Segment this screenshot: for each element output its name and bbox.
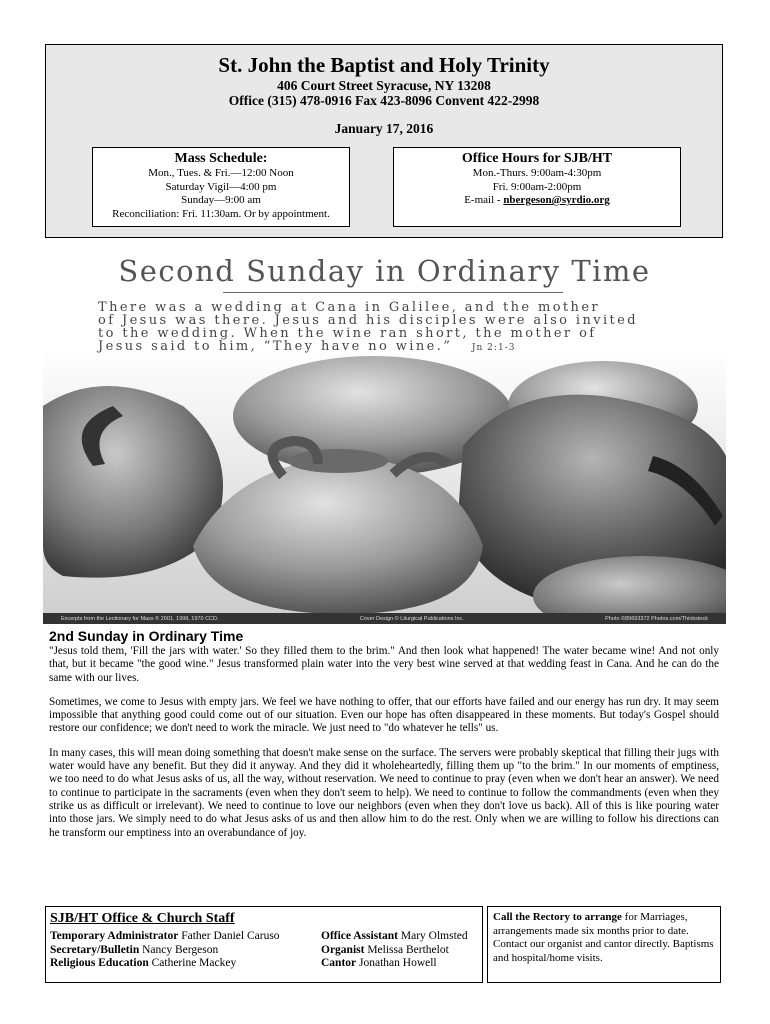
staff-entry <box>321 944 481 958</box>
article-paragraph: In many cases, this will mean doing something that doesn't make sense on the surface. The servers were probably skeptical that filling their jugs with water would have any benefit. But they did it anyway. And they did it wholeheartedly, filling them up "to the brim." In our moments of emptiness, we too need to do what Jesus asks of us, all the way, without reservation. We need to continue to pray (even when we don't hear an answer). We need to continue to participate in the sacraments (even when they don't seem to help). We need to continue to follow the commandments (even when they strike us as difficult or irrelevant). We need to continue to love our neighbors (even when they don't love us back). All of this is like pouring water into those jars. We simply need to do what Jesus asks of us and then allow him to do the rest. Only when we are willing to follow his directions can he transform our emptiness into an overabundance of joy. <box>49 746 719 839</box>
rectory-text: for Marriages, arrangements made six months prior to date. Contact our organist and cantor directly. Baptisms and hospital/home visits. <box>493 911 714 964</box>
mass-line: Mon., Tues. & Fri.—12:00 Noon <box>148 167 294 179</box>
mass-schedule-box <box>92 147 350 227</box>
article-heading: 2nd Sunday in Ordinary Time <box>49 628 244 644</box>
staff-person: Mary Olmsted <box>397 930 468 942</box>
verse-line: to the wedding. When the wine ran short, the mother of <box>98 326 597 341</box>
office-hours-line: Mon.-Thurs. 9:00am-4:30pm <box>472 167 602 179</box>
staff-entry <box>321 957 481 971</box>
verse-line: There was a wedding at Cana in Galilee, and the mother <box>98 300 601 315</box>
staff-entry <box>321 930 481 944</box>
staff-person: Father Daniel Caruso <box>178 930 280 942</box>
office-hours-title: Office Hours for SJB/HT <box>461 151 613 166</box>
rectory-lead: Call the Rectory to arrange <box>493 911 622 923</box>
email-label: E-mail - <box>464 194 504 206</box>
verse-line: of Jesus was there. Jesus and his disciples were also invited <box>98 313 638 328</box>
mass-line: Reconciliation: Fri. 11:30am. Or by appointment. <box>112 207 330 220</box>
parish-header <box>45 44 723 238</box>
cover-image <box>43 246 726 624</box>
verse-line: Jesus said to him, “They have no wine.” <box>98 339 453 354</box>
credit-photo: Photo ©89693372 Photos.com/Thinkstock <box>605 615 708 622</box>
staff-column-left <box>50 930 312 971</box>
staff-entry <box>50 957 312 971</box>
water-jars-illustration <box>43 346 726 614</box>
staff-entry <box>50 930 312 944</box>
parish-address: 406 Court Street Syracuse, NY 13208 <box>277 78 491 93</box>
staff-role: Temporary Administrator <box>50 930 179 942</box>
office-email-line <box>394 194 680 208</box>
cover-title: Second Sunday in Ordinary Time <box>118 254 651 288</box>
staff-entry <box>50 944 312 958</box>
parish-phones: Office (315) 478-0916 Fax 423-8096 Convent 422-2998 <box>228 93 540 108</box>
staff-role: Organist <box>321 943 365 956</box>
reflection-article <box>49 628 719 851</box>
staff-role: Cantor <box>321 957 357 969</box>
staff-title: SJB/HT Office & Church Staff <box>50 911 235 926</box>
office-hours-box <box>393 147 681 227</box>
staff-person: Nancy Bergeson <box>139 943 219 956</box>
parish-name: St. John the Baptist and Holy Trinity <box>218 53 550 77</box>
credit-lectionary: Excerpts from the Lectionary for Mass © 2001, 1998, 1970 CCD. <box>61 615 219 622</box>
staff-person: Melissa Berthelot <box>364 943 449 956</box>
cover-verse <box>98 301 698 355</box>
verse-reference: Jn 2:1-3 <box>471 343 516 353</box>
staff-person: Catherine Mackey <box>148 957 237 969</box>
bulletin-date: January 17, 2016 <box>334 121 434 136</box>
staff-column-right <box>321 930 481 971</box>
mass-line: Sunday—9:00 am <box>181 194 261 206</box>
mass-schedule-title: Mass Schedule: <box>174 151 268 166</box>
rectory-notice <box>487 906 721 983</box>
staff-role: Religious Education <box>50 957 149 969</box>
credit-design: Cover Design © Liturgical Publications Inc. <box>359 615 464 622</box>
article-paragraph: "Jesus told them, 'Fill the jars with water.' So they filled them to the brim." And then look what happened! The water became wine! And not only that, but it became "the good wine." Jesus transformed plain water into the very best wine served at that wedding feast in Cana. And he can do the same with our lives. <box>49 645 719 684</box>
verse-line-with-ref <box>98 340 698 355</box>
staff-role: Secretary/Bulletin <box>50 943 140 956</box>
email-link[interactable]: nbergeson@syrdio.org <box>503 194 610 206</box>
cover-divider <box>223 292 563 293</box>
staff-role: Office Assistant <box>321 930 398 942</box>
staff-person: Jonathan Howell <box>356 957 437 969</box>
staff-box <box>45 906 483 983</box>
article-paragraph: Sometimes, we come to Jesus with empty jars. We feel we have nothing to offer, that our efforts have failed and our energy has run dry. It may seem impossible that anything good could come out of our situation. Even our hope has often disappeared in these moments. But today's Gospel should restore our confidence; we don't need to work the miracle. We just need to "do whatever he tells" us. <box>49 695 719 735</box>
mass-line: Saturday Vigil—4:00 pm <box>165 180 277 193</box>
cover-credits <box>43 613 726 624</box>
office-hours-line: Fri. 9:00am-2:00pm <box>492 180 582 193</box>
